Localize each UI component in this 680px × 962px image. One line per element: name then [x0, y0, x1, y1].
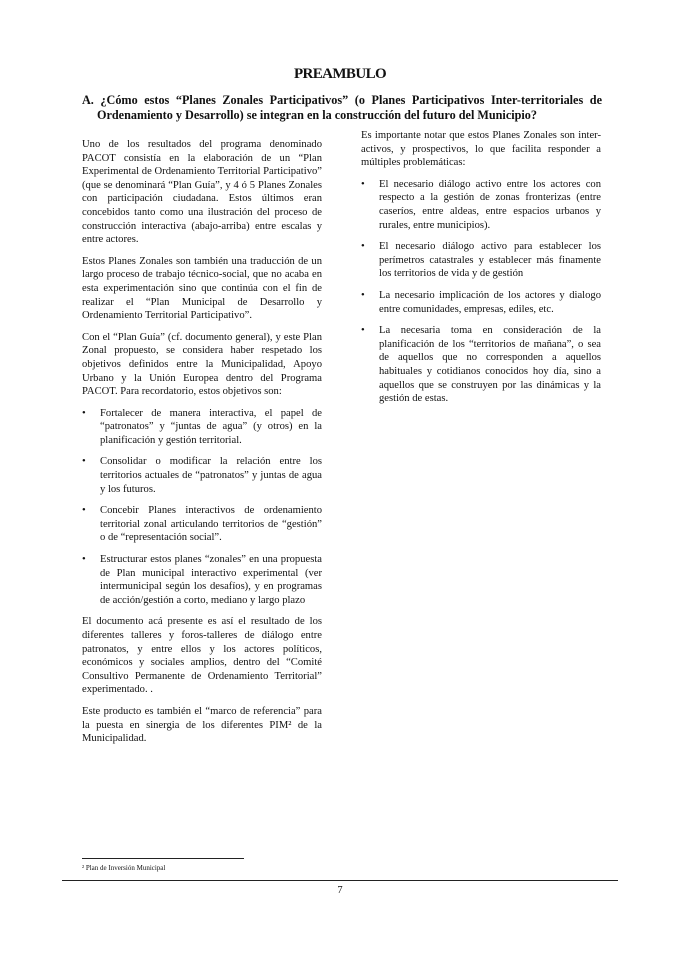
footer-divider: [62, 880, 618, 881]
bullet-icon: •: [361, 289, 365, 301]
paragraph: Este producto es también el “marco de referencia” para la puesta en sinergia de los diferentes PIM² de la Municipalidad.: [82, 705, 322, 745]
list-item-text: El necesario diálogo activo para establecer los perímetros catastrales y establecer más finamente los territorios de vida y de gestión: [379, 241, 601, 280]
paragraph: El documento acá presente es así el resultado de los diferentes talleres y foros-talleres de diálogo entre patronatos, y entre ellos y los actores políticos, económicos y sociales amplios, dentro del “Comité Consultivo Permanente de Ordenamiento Territorial” experimentado. .: [82, 616, 322, 696]
list-item: [361, 178, 601, 232]
list-item-text: Estructurar estos planes “zonales” en una propuesta de Plan municipal interactivo experimental (ver intermunicipal según los desafíos), y en programas de acción/gestión a corto, mediano y largo plazo: [100, 554, 322, 606]
problems-list: [361, 178, 601, 406]
objectives-list: [82, 407, 322, 608]
bullet-icon: •: [82, 456, 86, 468]
paragraph: Estos Planes Zonales son también una traducción de un largo proceso de trabajo técnico-social, que no acaba en esta experimentación sino que continúa con el fin de realizar el “Plan Municipal de Desarrollo y Ordenamiento Territorial Participativo”.: [82, 255, 322, 322]
list-item-text: Consolidar o modificar la relación entre los territorios actuales de “patronatos” y juntas de agua y los futuros.: [100, 456, 322, 495]
paragraph: Uno de los resultados del programa denominado PACOT consistía en la elaboración de un “Plan Experimental de Ordenamiento Territorial Participativo” (que se denominará “Plan Guía”, y 4 ó 5 Planes Zonales con participación ciudadana. Estos últimos eran concebidos tanto como una ilustración del proceso de construcción interactiva (abajo-arriba) entre escalas y entre actores.: [82, 139, 322, 246]
left-column: [82, 138, 322, 754]
list-item-text: Concebir Planes interactivos de ordenamiento territorial zonal articulando territorios de “gestión” o de “representación social”.: [100, 505, 322, 544]
paragraph: Es importante notar que estos Planes Zonales son inter-activos, y prospectivos, lo que facilita responder a múltiples problemáticas:: [361, 130, 601, 169]
footnote-divider: [82, 858, 244, 859]
bullet-icon: •: [82, 554, 86, 566]
list-item: [82, 455, 322, 496]
bullet-icon: •: [361, 178, 365, 190]
list-item: [82, 504, 322, 545]
bullet-icon: •: [361, 325, 365, 337]
list-item-text: El necesario diálogo activo entre los actores con respecto a la gestión de zonas fronterizas (entre caseríos, entre aldeas, entre espacios urbanos y rurales, entre municipios).: [379, 178, 601, 231]
bullet-icon: •: [82, 407, 86, 419]
page-number: 7: [337, 885, 343, 896]
list-item: [361, 289, 601, 316]
paragraph: Con el “Plan Guía” (cf. documento general), y este Plan Zonal propuesto, se considera haber respetado los objetivos definidos entre la Municipalidad, Apoyo Urbano y la Unión Europea dentro del Programa PACOT. Para recordatorio, estos objetivos son:: [82, 331, 322, 398]
right-column: [361, 129, 601, 414]
bullet-icon: •: [361, 241, 365, 253]
footnote: ² Plan de Inversión Municipal: [82, 864, 166, 872]
list-item-text: La necesario implicación de los actores y dialogo entre comunidades, empresas, ediles, etc.: [379, 289, 601, 315]
list-item: [361, 324, 601, 406]
list-item: [82, 407, 322, 448]
list-item-text: Fortalecer de manera interactiva, el papel de “patronatos” y “juntas de agua” (y otros) en la planificación y gestión territorial.: [100, 407, 322, 446]
bullet-icon: •: [82, 505, 86, 517]
list-item: [361, 240, 601, 281]
list-item: [82, 553, 322, 607]
page-title: PREAMBULO: [293, 66, 387, 82]
list-item-text: La necesaria toma en consideración de la planificación de los “territorios de mañana”, o sea de aquellos que no corresponden a aquellos habituales y cotidianos conocidos hoy día, sino a aquellos que se construyen por las dinámicas y la gestión de estas.: [379, 325, 601, 405]
section-heading: A. ¿Cómo estos “Planes Zonales Participativos” (o Planes Participativos Inter-territoriales de Ordenamiento y Desarrollo) se integran en la construcción del futuro del Municipio?: [82, 93, 602, 122]
